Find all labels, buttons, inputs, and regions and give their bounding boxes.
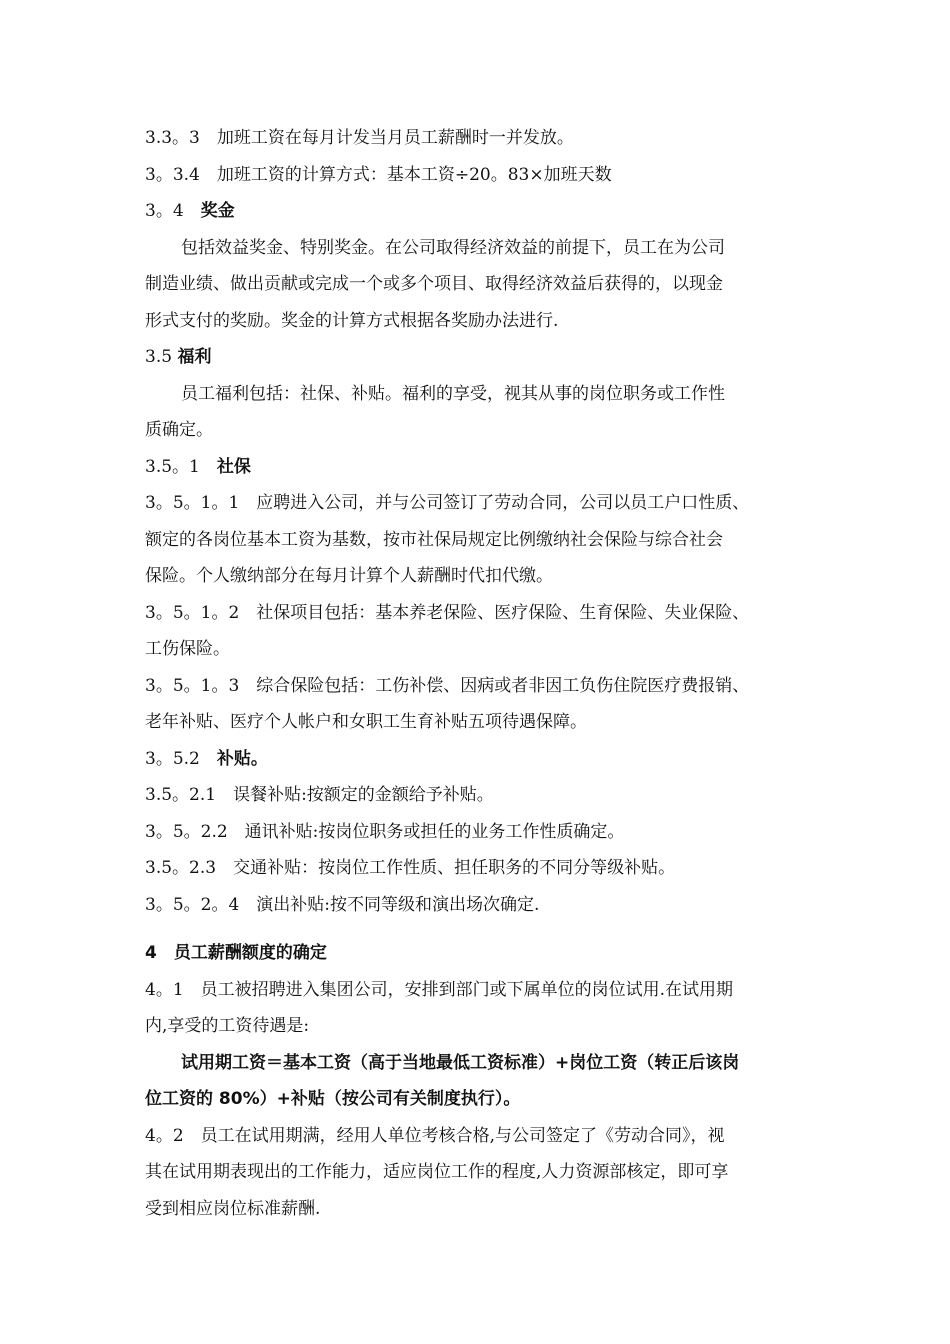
body-line: 保险。个人缴纳部分在每月计算个人薪酬时代扣代缴。 (145, 566, 553, 586)
section-heading-4: 4 员工薪酬额度的确定 (145, 943, 327, 963)
body-line: 3。5。1。2 社保项目包括：基本养老保险、医疗保险、生育保险、失业保险、 (145, 602, 750, 623)
body-line: 制造业绩、做出贡献或完成一个或多个项目、取得经济效益后获得的，以现金 (145, 274, 723, 294)
heading-number: 3。5.2 (145, 748, 200, 769)
heading-number: 3。4 (145, 201, 184, 221)
body-line: 老年补贴、医疗个人帐户和女职工生育补贴五项待遇保障。 (145, 712, 587, 732)
heading-3-4 (145, 193, 815, 230)
body-line: 内,享受的工资待遇是: (145, 1016, 310, 1036)
heading-3-5 (145, 339, 815, 376)
body-line: 其在试用期表现出的工作能力，适应岗位工作的程度,人力资源部核定，即可享 (145, 1162, 729, 1182)
heading-text: 福利 (177, 347, 212, 367)
section-gap (145, 923, 815, 935)
heading-3-5-1 (145, 449, 815, 486)
body-line: 4。1 员工被招聘进入集团公司，安排到部门或下属单位的岗位试用.在试用期 (145, 979, 734, 1000)
heading-number: 3.5。1 (145, 456, 200, 477)
body-line: 额定的各岗位基本工资为基数，按市社保局规定比例缴纳社会保险与综合社会 (145, 529, 723, 550)
para-3-3-3: 3.3。3 加班工资在每月计发当月员工薪酬时一并发放。 (145, 128, 574, 148)
body-line: 工伤保险。 (145, 639, 230, 659)
body-line: 3。5。2.2 通讯补贴:按岗位职务或担任的业务工作性质确定。 (145, 821, 625, 842)
heading-text: 社保 (216, 456, 251, 477)
heading-text: 补贴。 (216, 748, 268, 769)
body-line: 4。2 员工在试用期满，经用人单位考核合格,与公司签定了《劳动合同》，视 (145, 1125, 725, 1146)
body-line: 3。5。1。3 综合保险包括：工伤补偿、因病或者非因工负伤住院医疗费报销、 (145, 675, 750, 696)
body-line: 受到相应岗位标准薪酬. (145, 1198, 321, 1219)
body-line: 员工福利包括：社保、补贴。福利的享受，视其从事的岗位职务或工作性 (181, 383, 725, 404)
heading-3-5-2 (145, 741, 815, 778)
body-line: 包括效益奖金、特别奖金。在公司取得经济效益的前提下，员工在为公司 (181, 237, 725, 258)
formula-line: 位工资的 80%）+补贴（按公司有关制度执行）。 (145, 1089, 521, 1109)
body-line: 形式支付的奖励。奖金的计算方式根据各奖励办法进行. (145, 310, 559, 331)
body-line: 3。5。1。1 应聘进入公司，并与公司签订了劳动合同，公司以员工户口性质、 (145, 493, 750, 513)
document-page (145, 120, 815, 1227)
heading-text: 奖金 (200, 201, 235, 221)
para-3-3-4: 3。3.4 加班工资的计算方式：基本工资÷20。83×加班天数 (145, 164, 612, 185)
formula-line: 试用期工资＝基本工资（高于当地最低工资标准）+岗位工资（转正后该岗 (181, 1052, 740, 1073)
body-line: 3.5。2.1 误餐补贴:按额定的金额给予补贴。 (145, 785, 494, 805)
body-line: 3.5。2.3 交通补贴：按岗位工作性质、担任职务的不同分等级补贴。 (145, 858, 676, 878)
body-line: 质确定。 (145, 420, 213, 440)
heading-number: 3.5 (145, 347, 173, 367)
body-line: 3。5。2。4 演出补贴:按不同等级和演出场次确定. (145, 894, 540, 915)
